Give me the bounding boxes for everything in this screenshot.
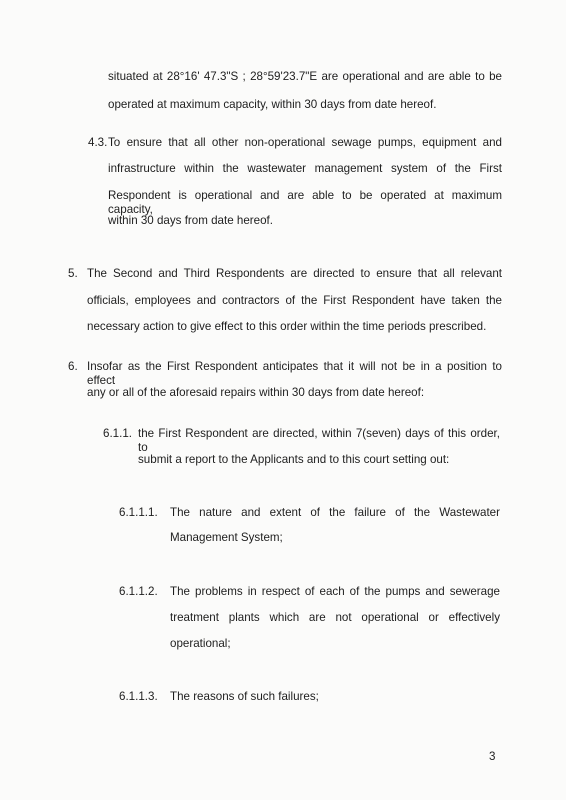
- item-4-3-number: 4.3.: [88, 136, 108, 149]
- item-6-line-2: any or all of the aforesaid repairs within 30 days from date hereof:: [87, 386, 425, 399]
- item-5-line-1: The Second and Third Respondents are directed to ensure that all relevant: [87, 267, 502, 280]
- item-6-number: 6.: [68, 360, 78, 373]
- item-6-1-1-1-line-1: The nature and extent of the failure of the Wastewater: [170, 506, 500, 519]
- item-5-line-3: necessary action to give effect to this order within the time periods prescribed.: [87, 320, 487, 333]
- item-6-1-1-2-number: 6.1.1.2.: [119, 585, 158, 598]
- item-5-number: 5.: [68, 267, 78, 280]
- item-6-1-1-3-number: 6.1.1.3.: [119, 690, 158, 703]
- item-6-1-1-3-line-1: The reasons of such failures;: [170, 690, 319, 703]
- item-6-line-1: Insofar as the First Respondent anticipates that it will not be in a position to effect: [87, 360, 502, 387]
- item-4-3-line-1: To ensure that all other non-operational sewage pumps, equipment and: [108, 136, 502, 149]
- page-number: 3: [489, 750, 496, 763]
- item-6-1-1-1-line-2: Management System;: [170, 531, 283, 544]
- item-6-1-1-number: 6.1.1.: [103, 427, 133, 440]
- item-4-3-line-4: within 30 days from date hereof.: [108, 214, 273, 227]
- continuation-line-2: operated at maximum capacity, within 30 days from date hereof.: [108, 98, 437, 111]
- item-6-1-1-2-line-3: operational;: [170, 637, 231, 650]
- item-5-line-2: officials, employees and contractors of the First Respondent have taken the: [87, 294, 502, 307]
- item-6-1-1-line-2: submit a report to the Applicants and to this court setting out:: [138, 453, 450, 466]
- continuation-line-1: situated at 28°16' 47.3"S ; 28°59'23.7"E are operational and are able to be: [108, 70, 502, 83]
- item-6-1-1-line-1: the First Respondent are directed, within 7(seven) days of this order, to: [138, 427, 500, 454]
- item-6-1-1-2-line-2: treatment plants which are not operational or effectively: [170, 611, 500, 624]
- item-4-3-line-2: infrastructure within the wastewater management system of the First: [108, 162, 502, 175]
- item-4-3-line-3: Respondent is operational and are able to be operated at maximum capacity,: [108, 189, 502, 216]
- item-6-1-1-1-number: 6.1.1.1.: [119, 506, 158, 519]
- item-6-1-1-2-line-1: The problems in respect of each of the pumps and sewerage: [170, 585, 500, 598]
